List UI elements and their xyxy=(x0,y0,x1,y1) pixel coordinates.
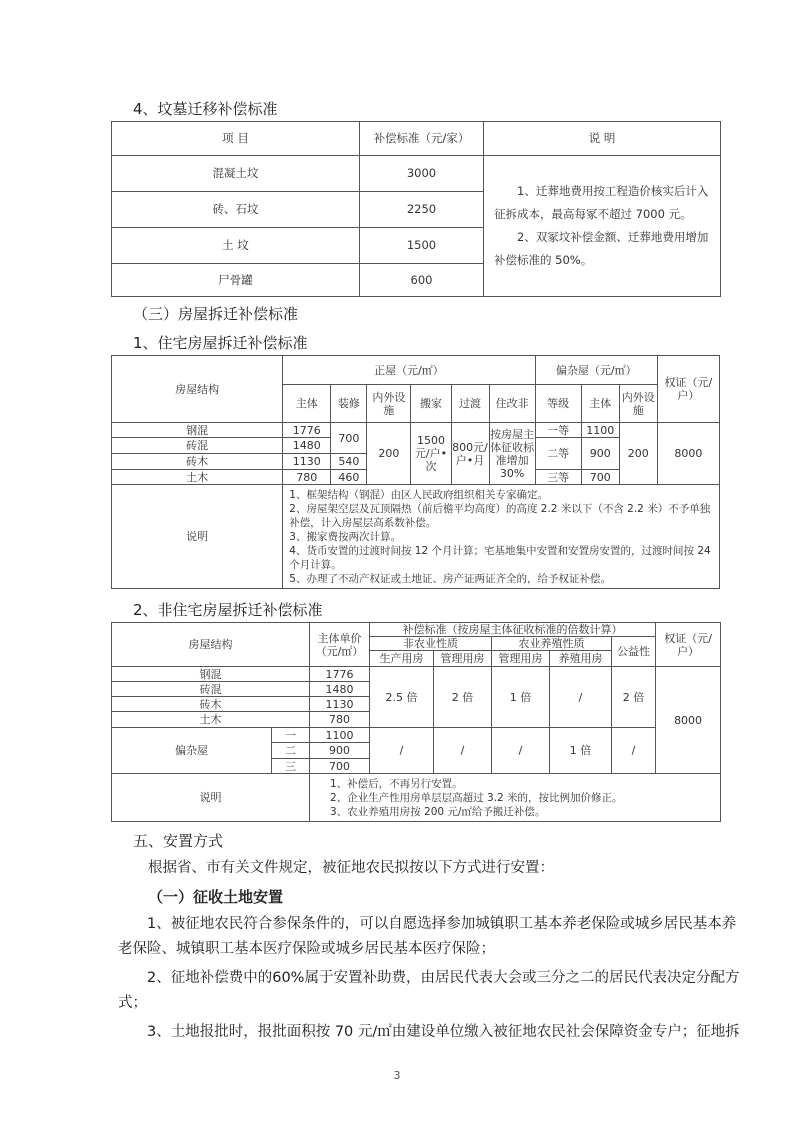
res-side-body: 700 xyxy=(581,470,619,485)
res-note: 2、房屋架空层及瓦顶隔热（前后檐平均高度）的高度 2.2 米以下（不含 2.2 米）不予单独补偿，计入房屋层高系数补偿。 xyxy=(289,502,711,529)
paragraph: 2、征地补偿费中的60%属于安置补助费，由居民代表大会或三分之二的居民代表决定分配方式； xyxy=(118,970,740,1011)
nonres-s-farm: 1 倍 xyxy=(550,728,612,774)
res-body: 780 xyxy=(283,470,331,485)
res-h-struct: 房屋结构 xyxy=(112,356,283,423)
res-note: 5、办理了不动产权证或土地证、房产证两证齐全的，给予权证补偿。 xyxy=(289,572,611,585)
nonres-s-public: / xyxy=(612,728,656,774)
tomb-std: 1500 xyxy=(360,228,484,264)
res-decor: 700 xyxy=(331,423,367,454)
tomb-table xyxy=(111,121,721,297)
section-3-heading: （三）房屋拆迁补偿标准 xyxy=(133,305,299,323)
nonres-h-struct: 房屋结构 xyxy=(112,623,310,667)
nonres-cert: 8000 xyxy=(656,667,721,774)
nonres-h-public: 公益性 xyxy=(612,637,656,667)
nonres-side-unit: 700 xyxy=(310,759,370,774)
res-h-inout: 内外设施 xyxy=(367,385,411,423)
nonres-h-nonag: 非农业性质 xyxy=(370,637,492,651)
res-grade: 三等 xyxy=(535,470,581,485)
nonres-side-unit: 900 xyxy=(310,743,370,759)
res-note: 3、搬家费按两次计算。 xyxy=(289,530,401,543)
tomb-note-1: 1、迁葬地费用按工程造价核实后计入征拆成本，最高每冢不超过 7000 元。 xyxy=(494,184,709,221)
nonresidential-heading: 2、非住宅房屋拆迁补偿标准 xyxy=(133,601,323,619)
nonres-s-mgmt: / xyxy=(434,728,492,774)
res-side-body: 1100 xyxy=(581,423,619,438)
residential-heading: 1、住宅房屋拆迁补偿标准 xyxy=(133,334,308,352)
nonres-s-mgmt2: / xyxy=(492,728,550,774)
res-struct: 砖混 xyxy=(112,438,283,454)
nonres-h-cert: 权证（元/户） xyxy=(656,623,721,667)
paragraph: 1、被征地农民符合参保条件的，可以自愿选择参加城镇职工基本养老保险或城乡居民基本养老保险、城镇职工基本医疗保险或城乡居民基本医疗保险； xyxy=(118,916,737,957)
tomb-header-note: 说 明 xyxy=(484,122,721,156)
res-h-grade: 等级 xyxy=(535,385,581,423)
res-side-inout: 200 xyxy=(619,423,657,485)
nonres-h-farm: 养殖用房 xyxy=(550,651,612,667)
tomb-heading: 4、坟墓迁移补偿标准 xyxy=(133,100,278,118)
tomb-item: 砖、石坟 xyxy=(112,192,360,228)
res-notes xyxy=(283,485,720,589)
nonresidential-table xyxy=(111,622,721,822)
res-note-label: 说明 xyxy=(112,485,283,589)
nonres-s-prod: / xyxy=(370,728,434,774)
res-inout: 200 xyxy=(367,423,411,485)
res-body: 1130 xyxy=(283,454,331,470)
nonres-note-label: 说明 xyxy=(112,774,310,822)
nonres-h-prod: 生产用房 xyxy=(370,651,434,667)
res-h-decor: 装修 xyxy=(331,385,367,423)
tomb-item: 混凝土坟 xyxy=(112,156,360,192)
tomb-item: 尸骨罐 xyxy=(112,264,360,297)
res-decor: 540 xyxy=(331,454,367,470)
nonres-struct: 钢混 xyxy=(112,667,310,682)
tomb-std: 600 xyxy=(360,264,484,297)
res-h-trans: 过渡 xyxy=(451,385,489,423)
res-h-live: 住改非 xyxy=(489,385,535,423)
nonres-h-unit: 主体单价（元/㎡） xyxy=(310,623,370,667)
res-note: 4、货币安置的过渡时间按 12 个月计算；宅基地集中安置和安置房安置的，过渡时间按 24 个月计算。 xyxy=(289,544,711,571)
res-decor: 460 xyxy=(331,470,367,485)
nonres-unit: 780 xyxy=(310,712,370,728)
nonres-note: 2、企业生产性用房单层层高超过 3.2 米的，按比例加价修正。 xyxy=(330,791,623,804)
para-intro: 根据省、市有关文件规定，被征地农民拟按以下方式进行安置： xyxy=(148,860,554,876)
residential-table xyxy=(111,355,720,589)
nonres-m-farm: / xyxy=(550,667,612,728)
res-h-inout2: 内外设施 xyxy=(619,385,657,423)
tomb-item: 土 坟 xyxy=(112,228,360,264)
res-trans: 800元/户•月 xyxy=(451,423,489,485)
nonres-struct: 土木 xyxy=(112,712,310,728)
nonres-side-grade: 一 xyxy=(272,728,310,743)
nonres-h-mgmt: 管理用房 xyxy=(434,651,492,667)
nonres-h-ag: 农业养殖性质 xyxy=(492,637,612,651)
subsection-1-heading: （一）征收土地安置 xyxy=(148,888,284,906)
res-h-side: 偏杂屋（元/㎡） xyxy=(535,356,657,385)
nonres-side-unit: 1100 xyxy=(310,728,370,743)
res-h-move: 搬家 xyxy=(411,385,451,423)
nonres-note: 1、补偿后，不再另行安置。 xyxy=(330,777,463,790)
res-body: 1776 xyxy=(283,423,331,438)
res-struct: 土木 xyxy=(112,470,283,485)
section-5-heading: 五、安置方式 xyxy=(133,832,224,850)
nonres-unit: 1480 xyxy=(310,682,370,697)
nonres-notes xyxy=(310,774,721,822)
res-h-cert: 权证（元/户） xyxy=(657,356,719,423)
res-body: 1480 xyxy=(283,438,331,454)
nonres-note: 3、农业养殖用房按 200 元/㎡给予搬迁补偿。 xyxy=(330,805,546,818)
res-grade: 一等 xyxy=(535,423,581,438)
res-cert: 8000 xyxy=(657,423,719,485)
res-side-body: 900 xyxy=(581,438,619,470)
nonres-m-public: 2 倍 xyxy=(612,667,656,728)
res-struct: 钢混 xyxy=(112,423,283,438)
paragraph: 3、土地报批时，报批面积按 70 元/㎡由建设单位缴入被征地农民社会保障资金专户；征地拆 xyxy=(147,1024,740,1040)
nonres-m-prod: 2.5 倍 xyxy=(370,667,434,728)
nonres-m-mgmt2: 1 倍 xyxy=(492,667,550,728)
res-note: 1、框架结构（钢混）由区人民政府组织相关专家确定。 xyxy=(289,488,548,501)
tomb-std: 2250 xyxy=(360,192,484,228)
tomb-header-std: 补偿标准（元/家） xyxy=(360,122,484,156)
tomb-std: 3000 xyxy=(360,156,484,192)
nonres-side: 偏杂屋 xyxy=(112,728,272,774)
res-struct: 砖木 xyxy=(112,454,283,470)
res-h-main: 正屋（元/㎡） xyxy=(283,356,535,385)
nonres-h-mgmt2: 管理用房 xyxy=(492,651,550,667)
nonres-side-grade: 三 xyxy=(272,759,310,774)
nonres-unit: 1130 xyxy=(310,697,370,712)
res-h-body2: 主体 xyxy=(581,385,619,423)
nonres-side-grade: 二 xyxy=(272,743,310,759)
nonres-m-mgmt: 2 倍 xyxy=(434,667,492,728)
tomb-note-2: 2、双冢坟补偿金额、迁葬地费用增加补偿标准的 50%。 xyxy=(494,230,709,267)
nonres-unit: 1776 xyxy=(310,667,370,682)
res-h-body: 主体 xyxy=(283,385,331,423)
res-live: 按房屋主体征收标准增加30% xyxy=(489,423,535,485)
nonres-struct: 砖木 xyxy=(112,697,310,712)
tomb-header-item: 项 目 xyxy=(112,122,360,156)
nonres-h-std: 补偿标准（按房屋主体征收标准的倍数计算） xyxy=(370,623,656,637)
nonres-struct: 砖混 xyxy=(112,682,310,697)
res-move: 1500元/户•次 xyxy=(411,423,451,485)
page-number: 3 xyxy=(393,1069,401,1082)
res-grade: 二等 xyxy=(535,438,581,470)
tomb-note xyxy=(484,156,721,297)
